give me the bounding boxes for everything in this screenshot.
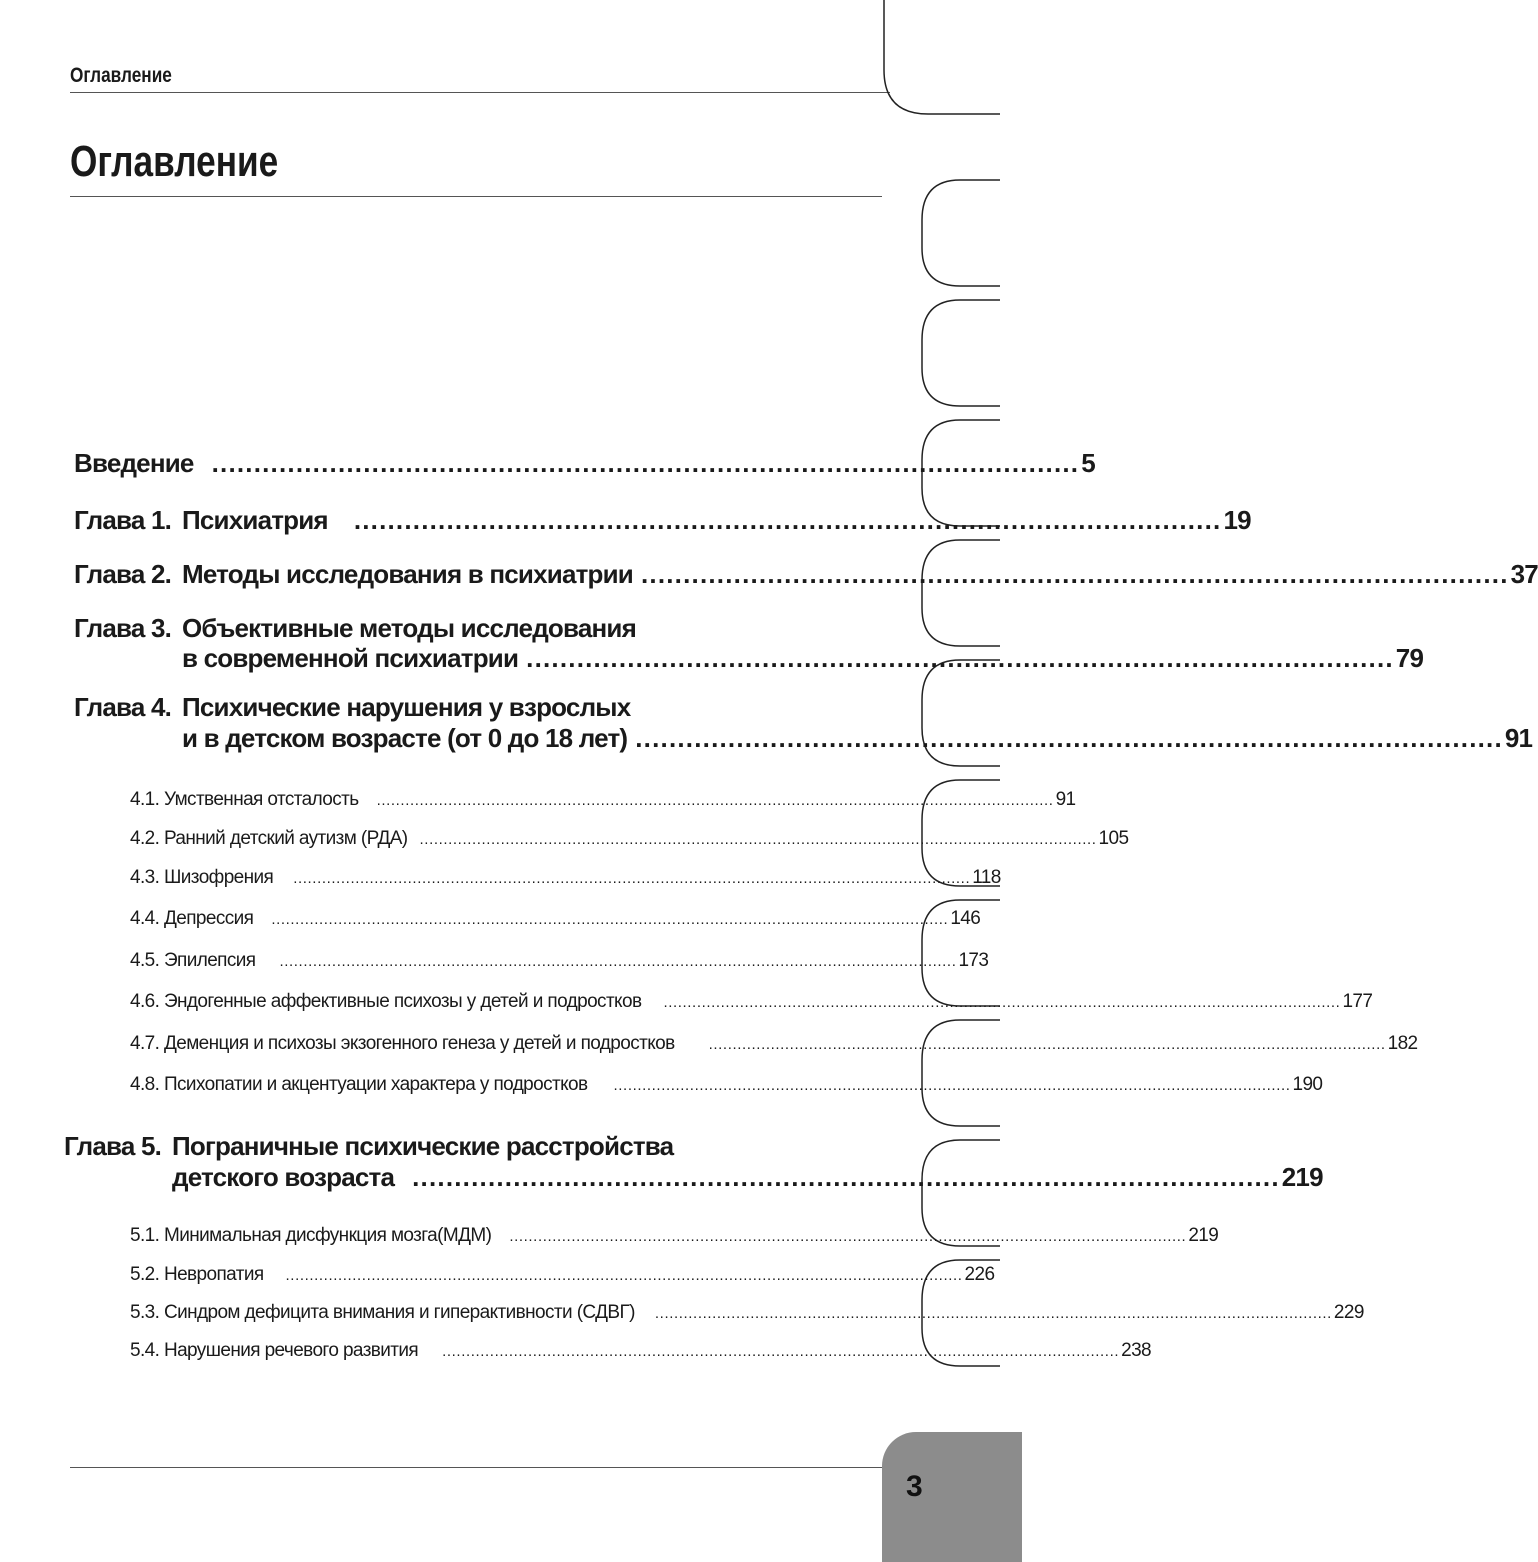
section-text: 4.4. Депрессия	[130, 908, 254, 929]
section-page: 226	[964, 1264, 995, 1285]
section-text: 4.7. Деменция и психозы экзогенного генеза у детей и подростков	[130, 1033, 675, 1054]
section-page: 173	[958, 950, 989, 971]
section-page: 91	[1055, 789, 1076, 810]
section-text: 5.1. Минимальная дисфункция мозга(МДМ)	[130, 1225, 492, 1246]
toc-section[interactable]	[130, 1074, 1323, 1096]
side-tab-2	[922, 300, 1000, 406]
section-page: 118	[972, 867, 1001, 888]
entry-text-line2: детского возраста	[172, 1162, 395, 1192]
dot-leader: ..............................................................................................................................................	[654, 1305, 1332, 1322]
toc-entry-intro[interactable]	[74, 448, 1095, 479]
toc-section[interactable]	[130, 950, 989, 972]
entry-page: 5	[1081, 448, 1095, 478]
toc-section[interactable]	[130, 1033, 1418, 1055]
section-page: 146	[950, 908, 981, 929]
entry-page: 91	[1504, 723, 1533, 753]
toc-section[interactable]	[130, 1225, 1219, 1247]
section-page: 182	[1387, 1033, 1418, 1054]
chapter-label: Глава 4.	[74, 692, 172, 722]
toc-section[interactable]	[130, 789, 1076, 811]
toc-section[interactable]	[130, 828, 1129, 850]
section-text: 4.6. Эндогенные аффективные психозы у детей и подростков	[130, 991, 642, 1012]
section-text: 4.3. Шизофрения	[130, 867, 274, 888]
dot-leader: .......................................................................................................	[412, 1162, 1280, 1192]
section-page: 190	[1292, 1074, 1323, 1095]
toc-entry-chapter-3[interactable]	[182, 643, 1424, 674]
chapter-label: Глава 5.	[64, 1131, 162, 1161]
section-text: 5.3. Синдром дефицита внимания и гиперактивности (СДВГ)	[130, 1302, 635, 1323]
toc-entry-chapter-4[interactable]	[182, 723, 1533, 754]
chapter-label: Глава 3.	[74, 613, 172, 643]
dot-leader: .......................................................................................................	[635, 723, 1503, 753]
dot-leader: ..............................................................................................................................................	[293, 870, 971, 887]
dot-leader: ..............................................................................................................................................	[285, 1267, 963, 1284]
side-tab-4	[922, 540, 1000, 646]
dot-leader: ..............................................................................................................................................	[419, 831, 1097, 848]
title-rule	[70, 196, 882, 197]
dot-leader: .......................................................................................................	[353, 505, 1222, 535]
entry-text-line2: и в детском возрасте (от 0 до 18 лет)	[182, 723, 628, 753]
dot-leader: .......................................................................................................	[640, 559, 1509, 589]
section-page: 229	[1333, 1302, 1364, 1323]
dot-leader: ..............................................................................................................................................	[663, 994, 1341, 1011]
side-tab-1	[922, 180, 1000, 286]
side-tabs	[860, 0, 1000, 1420]
dot-leader: .......................................................................................................	[211, 448, 1080, 478]
entry-text: Психиатрия	[182, 505, 328, 535]
section-text: 4.2. Ранний детский аутизм (РДА)	[130, 828, 408, 849]
section-page: 105	[1098, 828, 1129, 849]
entry-text-line1: Объективные методы исследования	[182, 613, 636, 643]
section-text: 4.8. Психопатии и акцентуации характера у подростков	[130, 1074, 588, 1095]
dot-leader: .......................................................................................................	[526, 643, 1394, 673]
chapter-label: Глава 2.	[74, 559, 172, 589]
entry-page: 79	[1395, 643, 1424, 673]
dot-leader: ..............................................................................................................................................	[613, 1077, 1291, 1094]
dot-leader: ..............................................................................................................................................	[509, 1228, 1187, 1245]
toc-section[interactable]	[130, 1340, 1152, 1362]
entry-page: 19	[1223, 505, 1251, 535]
section-page: 238	[1121, 1340, 1152, 1361]
dot-leader: ..............................................................................................................................................	[271, 911, 949, 928]
header-rule	[70, 92, 890, 93]
section-page: 177	[1342, 991, 1373, 1012]
entry-page: 37	[1510, 559, 1538, 589]
section-text: 4.1. Умственная отсталость	[130, 789, 359, 810]
entry-text-line1: Психические нарушения у взрослых	[182, 692, 631, 722]
toc-section[interactable]	[130, 991, 1373, 1013]
section-page: 219	[1188, 1225, 1219, 1246]
toc-section[interactable]	[130, 908, 981, 930]
toc-section[interactable]	[130, 867, 1001, 889]
chapter-label: Глава 1.	[74, 505, 172, 535]
dot-leader: ..............................................................................................................................................	[708, 1036, 1386, 1053]
section-text: 5.2. Невропатия	[130, 1264, 264, 1285]
dot-leader: ..............................................................................................................................................	[279, 953, 957, 970]
footer-rule	[70, 1467, 882, 1468]
section-text: 4.5. Эпилепсия	[130, 950, 256, 971]
page-number: 3	[906, 1470, 923, 1503]
toc-entry-chapter-5[interactable]	[172, 1162, 1323, 1193]
page-number-tab	[882, 1432, 1022, 1562]
running-header: Оглавление	[70, 64, 172, 87]
toc-entry-chapter-1[interactable]	[74, 505, 1251, 536]
top-tab-outline	[884, 0, 1000, 114]
entry-text: Методы исследования в психиатрии	[182, 559, 633, 589]
dot-leader: ..............................................................................................................................................	[376, 792, 1054, 809]
page-title: Оглавление	[70, 137, 279, 186]
entry-text-line2: в современной психиатрии	[182, 643, 519, 673]
entry-text-line1: Пограничные психические расстройства	[172, 1131, 674, 1161]
toc-section[interactable]	[130, 1264, 995, 1286]
toc-entry-chapter-2[interactable]	[74, 559, 1538, 590]
dot-leader: ..............................................................................................................................................	[442, 1343, 1120, 1360]
entry-page: 219	[1281, 1162, 1323, 1192]
toc-section[interactable]	[130, 1302, 1364, 1324]
entry-text: Введение	[74, 448, 194, 478]
section-text: 5.4. Нарушения речевого развития	[130, 1340, 419, 1361]
